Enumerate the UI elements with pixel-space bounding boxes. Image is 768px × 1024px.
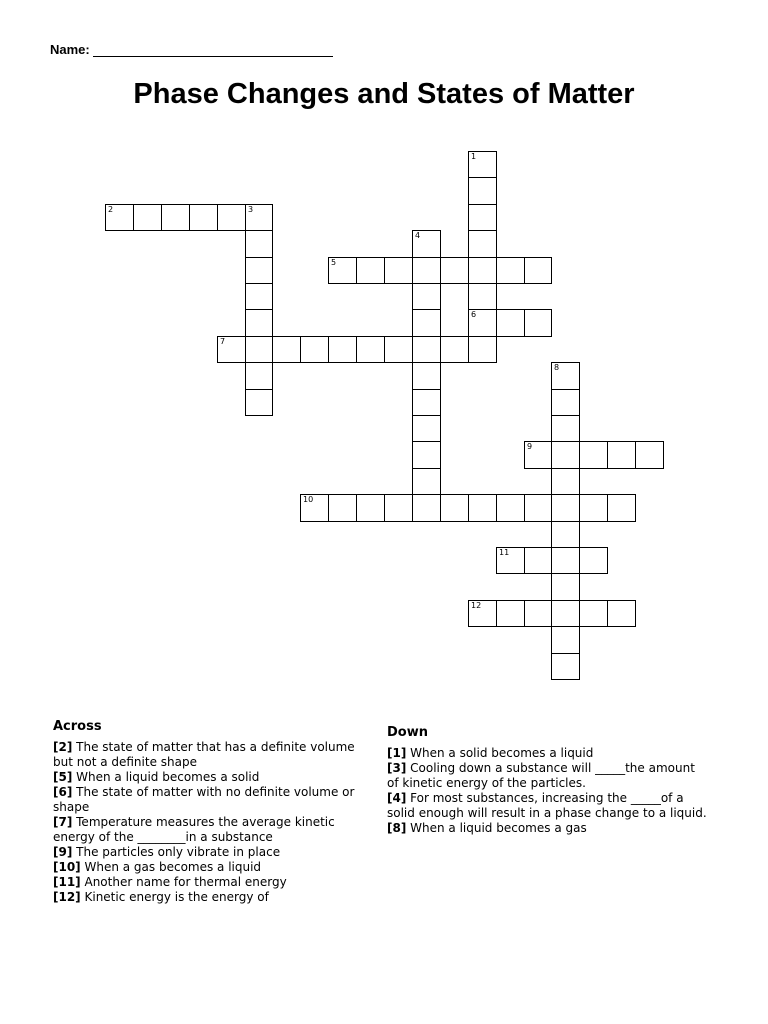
grid-cell[interactable] [551, 521, 580, 548]
across-clue [53, 860, 363, 875]
grid-cell[interactable] [579, 494, 608, 522]
grid-cell[interactable] [356, 257, 385, 284]
grid-cell[interactable] [412, 389, 441, 416]
clue-number: [5] [53, 770, 73, 784]
clue-text: The state of matter with no definite volume or shape [53, 785, 355, 814]
grid-cell[interactable] [468, 336, 497, 363]
grid-cell[interactable] [468, 177, 497, 205]
grid-cell[interactable] [551, 494, 580, 522]
grid-cell[interactable] [217, 336, 246, 363]
grid-cell[interactable] [468, 204, 497, 231]
grid-cell[interactable] [384, 257, 413, 284]
clue-number: [2] [53, 740, 73, 754]
cell-number: 12 [471, 601, 482, 610]
page-title: Phase Changes and States of Matter [133, 78, 635, 110]
grid-cell[interactable] [579, 547, 608, 574]
grid-cell[interactable] [412, 257, 441, 284]
grid-cell[interactable] [468, 230, 497, 258]
across-clue [53, 770, 363, 785]
grid-cell[interactable] [245, 257, 273, 284]
down-clue [387, 746, 707, 761]
clue-text: When a gas becomes a liquid [80, 860, 262, 874]
grid-cell[interactable] [245, 309, 273, 337]
clue-number: [4] [387, 791, 407, 805]
grid-cell[interactable] [412, 230, 441, 258]
cell-number: 9 [527, 442, 533, 451]
grid-cell[interactable] [328, 257, 357, 284]
grid-cell[interactable] [551, 600, 580, 627]
grid-cell[interactable] [551, 547, 580, 574]
cell-number: 6 [471, 310, 477, 319]
clue-text: Temperature measures the average kinetic energy of the ________in a substance [53, 815, 335, 844]
grid-cell[interactable] [468, 309, 497, 337]
grid-cell[interactable] [496, 494, 525, 522]
clue-number: [1] [387, 746, 407, 760]
grid-cell[interactable] [579, 600, 608, 627]
grid-cell[interactable] [635, 441, 664, 469]
down-clue [387, 761, 707, 791]
grid-cell[interactable] [412, 468, 441, 495]
clue-number: [9] [53, 845, 73, 859]
down-clue [387, 821, 707, 836]
cell-number: 7 [220, 337, 226, 346]
clue-number: [10] [53, 860, 81, 874]
clue-number: [7] [53, 815, 73, 829]
clue-text: Kinetic energy is the energy of [80, 890, 269, 904]
grid-cell[interactable] [133, 204, 162, 231]
grid-cell[interactable] [245, 230, 273, 258]
clue-text: When a liquid becomes a gas [406, 821, 587, 835]
grid-cell[interactable] [468, 600, 497, 627]
across-heading: Across [53, 719, 102, 734]
grid-cell[interactable] [189, 204, 218, 231]
grid-cell[interactable] [356, 494, 385, 522]
grid-cell[interactable] [440, 336, 469, 363]
grid-cell[interactable] [300, 336, 329, 363]
grid-cell[interactable] [496, 547, 525, 574]
grid-cell[interactable] [245, 283, 273, 310]
grid-cell[interactable] [551, 441, 580, 469]
grid-cell[interactable] [551, 468, 580, 495]
grid-cell[interactable] [468, 257, 497, 284]
grid-cell[interactable] [161, 204, 190, 231]
grid-cell[interactable] [524, 257, 552, 284]
grid-cell[interactable] [607, 441, 636, 469]
grid-cell[interactable] [412, 283, 441, 310]
cell-number: 11 [499, 548, 510, 557]
down-heading: Down [387, 725, 428, 740]
clue-number: [12] [53, 890, 81, 904]
grid-cell[interactable] [551, 653, 580, 680]
grid-cell[interactable] [551, 573, 580, 601]
grid-cell[interactable] [356, 336, 385, 363]
cell-number: 2 [108, 205, 114, 214]
clue-text: When a liquid becomes a solid [72, 770, 260, 784]
grid-cell[interactable] [524, 494, 552, 522]
grid-cell[interactable] [412, 441, 441, 469]
grid-cell[interactable] [607, 600, 636, 627]
name-blank-line[interactable] [93, 56, 333, 57]
cell-number: 5 [331, 258, 337, 267]
grid-cell[interactable] [468, 494, 497, 522]
cell-number: 1 [471, 152, 477, 161]
cell-number: 4 [415, 231, 421, 240]
grid-cell[interactable] [245, 389, 273, 416]
clue-number: [6] [53, 785, 73, 799]
across-clue [53, 740, 363, 770]
across-clue [53, 845, 363, 860]
clue-number: [11] [53, 875, 81, 889]
grid-cell[interactable] [440, 494, 469, 522]
grid-cell[interactable] [384, 336, 413, 363]
across-clue [53, 890, 363, 905]
grid-cell[interactable] [579, 441, 608, 469]
grid-cell[interactable] [245, 336, 273, 363]
grid-cell[interactable] [412, 309, 441, 337]
grid-cell[interactable] [468, 283, 497, 310]
grid-cell[interactable] [607, 494, 636, 522]
grid-cell[interactable] [245, 204, 273, 231]
grid-cell[interactable] [468, 151, 497, 178]
cell-number: 3 [248, 205, 254, 214]
grid-cell[interactable] [524, 600, 552, 627]
grid-cell[interactable] [300, 494, 329, 522]
clue-text: For most substances, increasing the _____of a solid enough will result in a phase change to a liquid. [387, 791, 707, 820]
grid-cell[interactable] [412, 415, 441, 442]
grid-cell[interactable] [105, 204, 134, 231]
grid-cell[interactable] [412, 494, 441, 522]
clue-text: Cooling down a substance will _____the amount of kinetic energy of the particles. [387, 761, 695, 790]
grid-cell[interactable] [217, 204, 246, 231]
down-clue [387, 791, 707, 821]
grid-cell[interactable] [328, 336, 357, 363]
clue-text: Another name for thermal energy [80, 875, 287, 889]
grid-cell[interactable] [524, 441, 552, 469]
grid-cell[interactable] [551, 389, 580, 416]
grid-cell[interactable] [384, 494, 413, 522]
down-clues [387, 725, 707, 836]
grid-cell[interactable] [551, 415, 580, 442]
clue-text: When a solid becomes a liquid [406, 746, 594, 760]
grid-cell[interactable] [412, 362, 441, 390]
grid-cell[interactable] [245, 362, 273, 390]
across-clue [53, 785, 363, 815]
grid-cell[interactable] [524, 309, 552, 337]
across-clue [53, 815, 363, 845]
grid-cell[interactable] [440, 257, 469, 284]
cell-number: 10 [303, 495, 314, 504]
clue-text: The state of matter that has a definite volume but not a definite shape [53, 740, 355, 769]
grid-cell[interactable] [496, 309, 525, 337]
across-clue [53, 875, 363, 890]
name-label: Name: [50, 42, 90, 57]
grid-cell[interactable] [412, 336, 441, 363]
grid-cell[interactable] [496, 257, 525, 284]
clue-number: [3] [387, 761, 407, 775]
across-clues [53, 719, 363, 905]
grid-cell[interactable] [551, 626, 580, 654]
cell-number: 8 [554, 363, 560, 372]
grid-cell[interactable] [524, 547, 552, 574]
clue-number: [8] [387, 821, 407, 835]
grid-cell[interactable] [272, 336, 301, 363]
grid-cell[interactable] [496, 600, 525, 627]
grid-cell[interactable] [328, 494, 357, 522]
grid-cell[interactable] [551, 362, 580, 390]
clue-text: The particles only vibrate in place [72, 845, 281, 859]
